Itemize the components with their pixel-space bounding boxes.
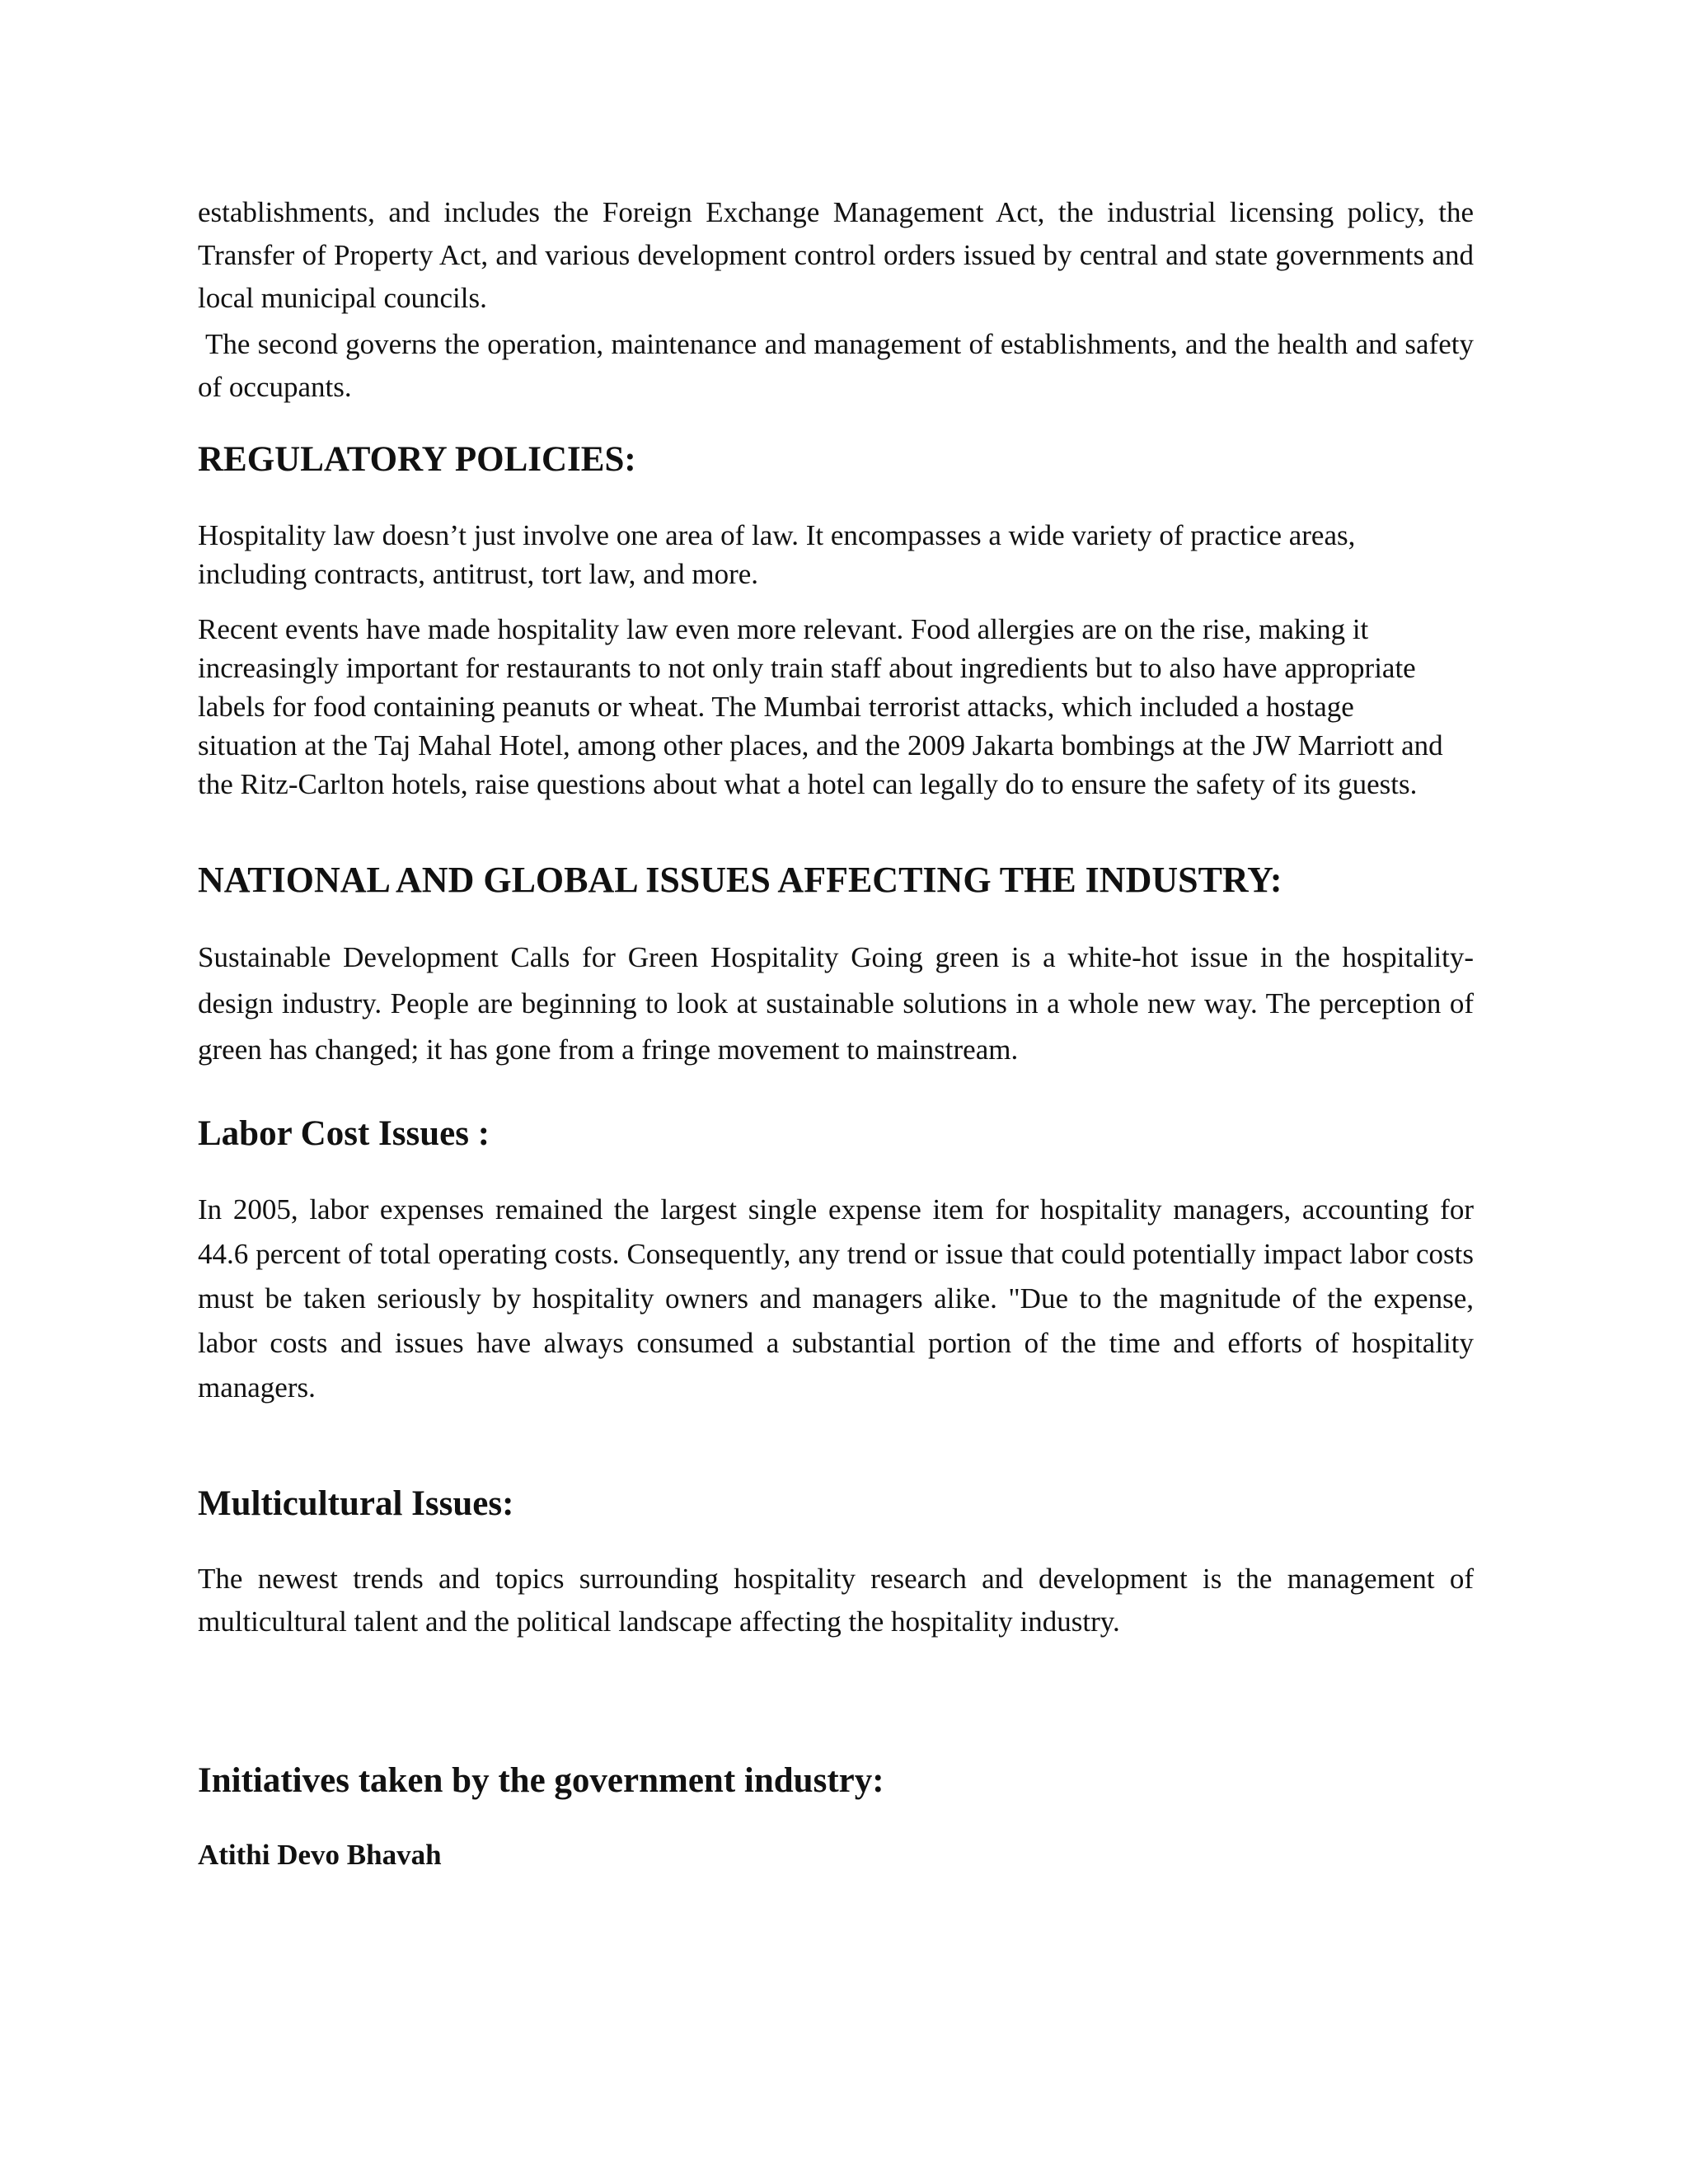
initiatives-heading: Initiatives taken by the government industry: [198,1761,884,1800]
labor-cost-paragraph: In 2005, labor expenses remained the largest single expense item for hospitality managers, accounting for 44.6 percent of total operating costs. Consequently, any trend or issue that could potentially impact labor costs must be taken seriously by hospitality owners and managers alike. "Due to the magnitude of the expense, labor costs and issues have always consumed a substantial portion of the time and efforts of hospitality managers. [198,1193,1474,1404]
national-global-paragraph: Sustainable Development Calls for Green Hospitality Going green is a white-hot issue in the hospitality-design industry. People are beginning to look at sustainable solutions in a whole new way. The perception of green has changed; it has gone from a fringe movement to mainstream. [198,941,1474,1066]
regulatory-paragraph-2: Recent events have made hospitality law even more relevant. Food allergies are on the rise, making it increasingly important for restaurants to not only train staff about ingredients but to also have appropriate labels for food containing peanuts or wheat. The Mumbai terrorist attacks, which included a hostage situation at the Taj Mahal Hotel, among other places, and the 2009 Jakarta bombings at the JW Marriott and the Ritz-Carlton hotels, raise questions about what a hotel can legally do to ensure the safety of its guests. [198,613,1443,800]
multicultural-issues-heading: Multicultural Issues: [198,1484,514,1523]
intro-paragraph-1: establishments, and includes the Foreign Exchange Management Act, the industrial licensing policy, the Transfer of Property Act, and various development control orders issued by central and state governments and local municipal councils. [198,196,1474,314]
atithi-devo-bhavah-subheading: Atithi Devo Bhavah [198,1839,442,1871]
regulatory-policies-heading: REGULATORY POLICIES: [198,440,636,479]
national-global-issues-heading: NATIONAL AND GLOBAL ISSUES AFFECTING THE INDUSTRY: [198,860,1282,900]
intro-paragraph-2: The second governs the operation, maintenance and management of establishments, and the health and safety of occupants. [198,328,1474,403]
labor-cost-issues-heading: Labor Cost Issues : [198,1114,490,1153]
multicultural-paragraph: The newest trends and topics surrounding hospitality research and development is the management of multicultural talent and the political landscape affecting the hospitality industry. [198,1563,1474,1638]
regulatory-paragraph-1: Hospitality law doesn’t just involve one area of law. It encompasses a wide variety of practice areas, including contracts, antitrust, tort law, and more. [198,519,1356,590]
